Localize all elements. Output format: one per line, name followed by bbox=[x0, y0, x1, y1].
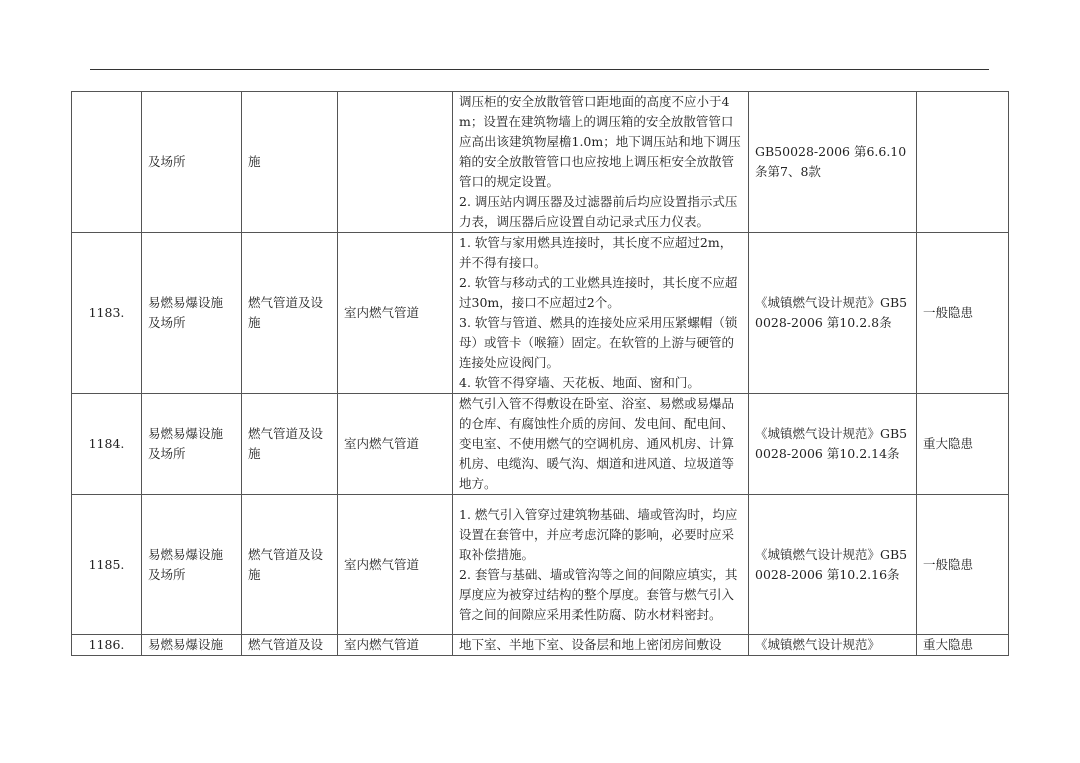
location-cell: 室内燃气管道 bbox=[338, 394, 453, 495]
row-number bbox=[72, 92, 142, 233]
row-number: 1184. bbox=[72, 394, 142, 495]
basis-cell: 《城镇燃气设计规范》GB50028-2006 第10.2.14条 bbox=[749, 394, 917, 495]
content-line: 2. 调压站内调压器及过滤器前后均应设置指示式压力表，调压器后应设置自动记录式压力仪表。 bbox=[459, 194, 738, 229]
location-cell: 室内燃气管道 bbox=[338, 495, 453, 635]
level-cell bbox=[917, 92, 1009, 233]
content-line: 2. 软管与移动式的工业燃具连接时，其长度不应超过30m，接口不应超过2个。 bbox=[459, 275, 738, 310]
subcategory-cell: 施 bbox=[242, 92, 338, 233]
content-line: 1. 软管与家用燃具连接时，其长度不应超过2m，并不得有接口。 bbox=[459, 235, 733, 270]
table-row bbox=[72, 233, 1009, 394]
table-row bbox=[72, 635, 1009, 656]
table-row bbox=[72, 394, 1009, 495]
category-cell: 易燃易爆设施及场所 bbox=[142, 233, 242, 394]
basis-cell: GB50028-2006 第6.6.10条第7、8款 bbox=[749, 92, 917, 233]
hazard-table bbox=[71, 91, 1009, 656]
content-cell bbox=[453, 394, 749, 495]
content-line: 3. 软管与管道、燃具的连接处应采用压紧螺帽（锁母）或管卡（喉箍）固定。在软管的上游与硬管的连接处应设阀门。 bbox=[459, 315, 738, 370]
content-cell bbox=[453, 233, 749, 394]
basis-cell: 《城镇燃气设计规范》GB50028-2006 第10.2.8条 bbox=[749, 233, 917, 394]
row-number: 1183. bbox=[72, 233, 142, 394]
basis-cell: 《城镇燃气设计规范》 bbox=[749, 635, 917, 656]
basis-cell: 《城镇燃气设计规范》GB50028-2006 第10.2.16条 bbox=[749, 495, 917, 635]
category-cell: 及场所 bbox=[142, 92, 242, 233]
header-rule bbox=[90, 69, 989, 70]
content-cell bbox=[453, 635, 749, 656]
content-line: 1. 燃气引入管穿过建筑物基础、墙或管沟时，均应设置在套管中，并应考虑沉降的影响，必要时应采取补偿措施。 bbox=[459, 506, 738, 562]
content-cell bbox=[453, 495, 749, 635]
level-cell: 重大隐患 bbox=[917, 635, 1009, 656]
subcategory-cell: 燃气管道及设 bbox=[242, 635, 338, 656]
subcategory-cell: 燃气管道及设施 bbox=[242, 495, 338, 635]
content-cell bbox=[453, 92, 749, 233]
content-line: 2. 套管与基础、墙或管沟等之间的间隙应填实，其厚度应为被穿过结构的整个厚度。套管与燃气引入管之间的间隙应采用柔性防腐、防水材料密封。 bbox=[459, 566, 738, 622]
level-cell: 一般隐患 bbox=[917, 233, 1009, 394]
location-cell bbox=[338, 92, 453, 233]
level-cell: 重大隐患 bbox=[917, 394, 1009, 495]
location-cell: 室内燃气管道 bbox=[338, 635, 453, 656]
category-cell: 易燃易爆设施及场所 bbox=[142, 495, 242, 635]
category-cell: 易燃易爆设施 bbox=[142, 635, 242, 656]
level-cell: 一般隐患 bbox=[917, 495, 1009, 635]
table-row bbox=[72, 92, 1009, 233]
category-cell: 易燃易爆设施及场所 bbox=[142, 394, 242, 495]
content-line: 燃气引入管不得敷设在卧室、浴室、易燃或易爆品的仓库、有腐蚀性介质的房间、发电间、配电间、变电室、不使用燃气的空调机房、通风机房、计算机房、电缆沟、暖气沟、烟道和进风道、垃圾道等地方。 bbox=[459, 396, 735, 491]
row-number: 1185. bbox=[72, 495, 142, 635]
location-cell: 室内燃气管道 bbox=[338, 233, 453, 394]
subcategory-cell: 燃气管道及设施 bbox=[242, 394, 338, 495]
subcategory-cell: 燃气管道及设施 bbox=[242, 233, 338, 394]
content-line: 地下室、半地下室、设备层和地上密闭房间敷设 bbox=[459, 637, 722, 652]
content-line: 调压柜的安全放散管管口距地面的高度不应小于4m；设置在建筑物墙上的调压箱的安全放散管管口应高出该建筑物屋檐1.0m；地下调压站和地下调压箱的安全放散管管口也应按地上调压柜安全放散管管口的规定设置。 bbox=[459, 94, 741, 189]
content-line: 4. 软管不得穿墙、天花板、地面、窗和门。 bbox=[459, 375, 700, 390]
table-row bbox=[72, 495, 1009, 635]
row-number: 1186. bbox=[72, 635, 142, 656]
